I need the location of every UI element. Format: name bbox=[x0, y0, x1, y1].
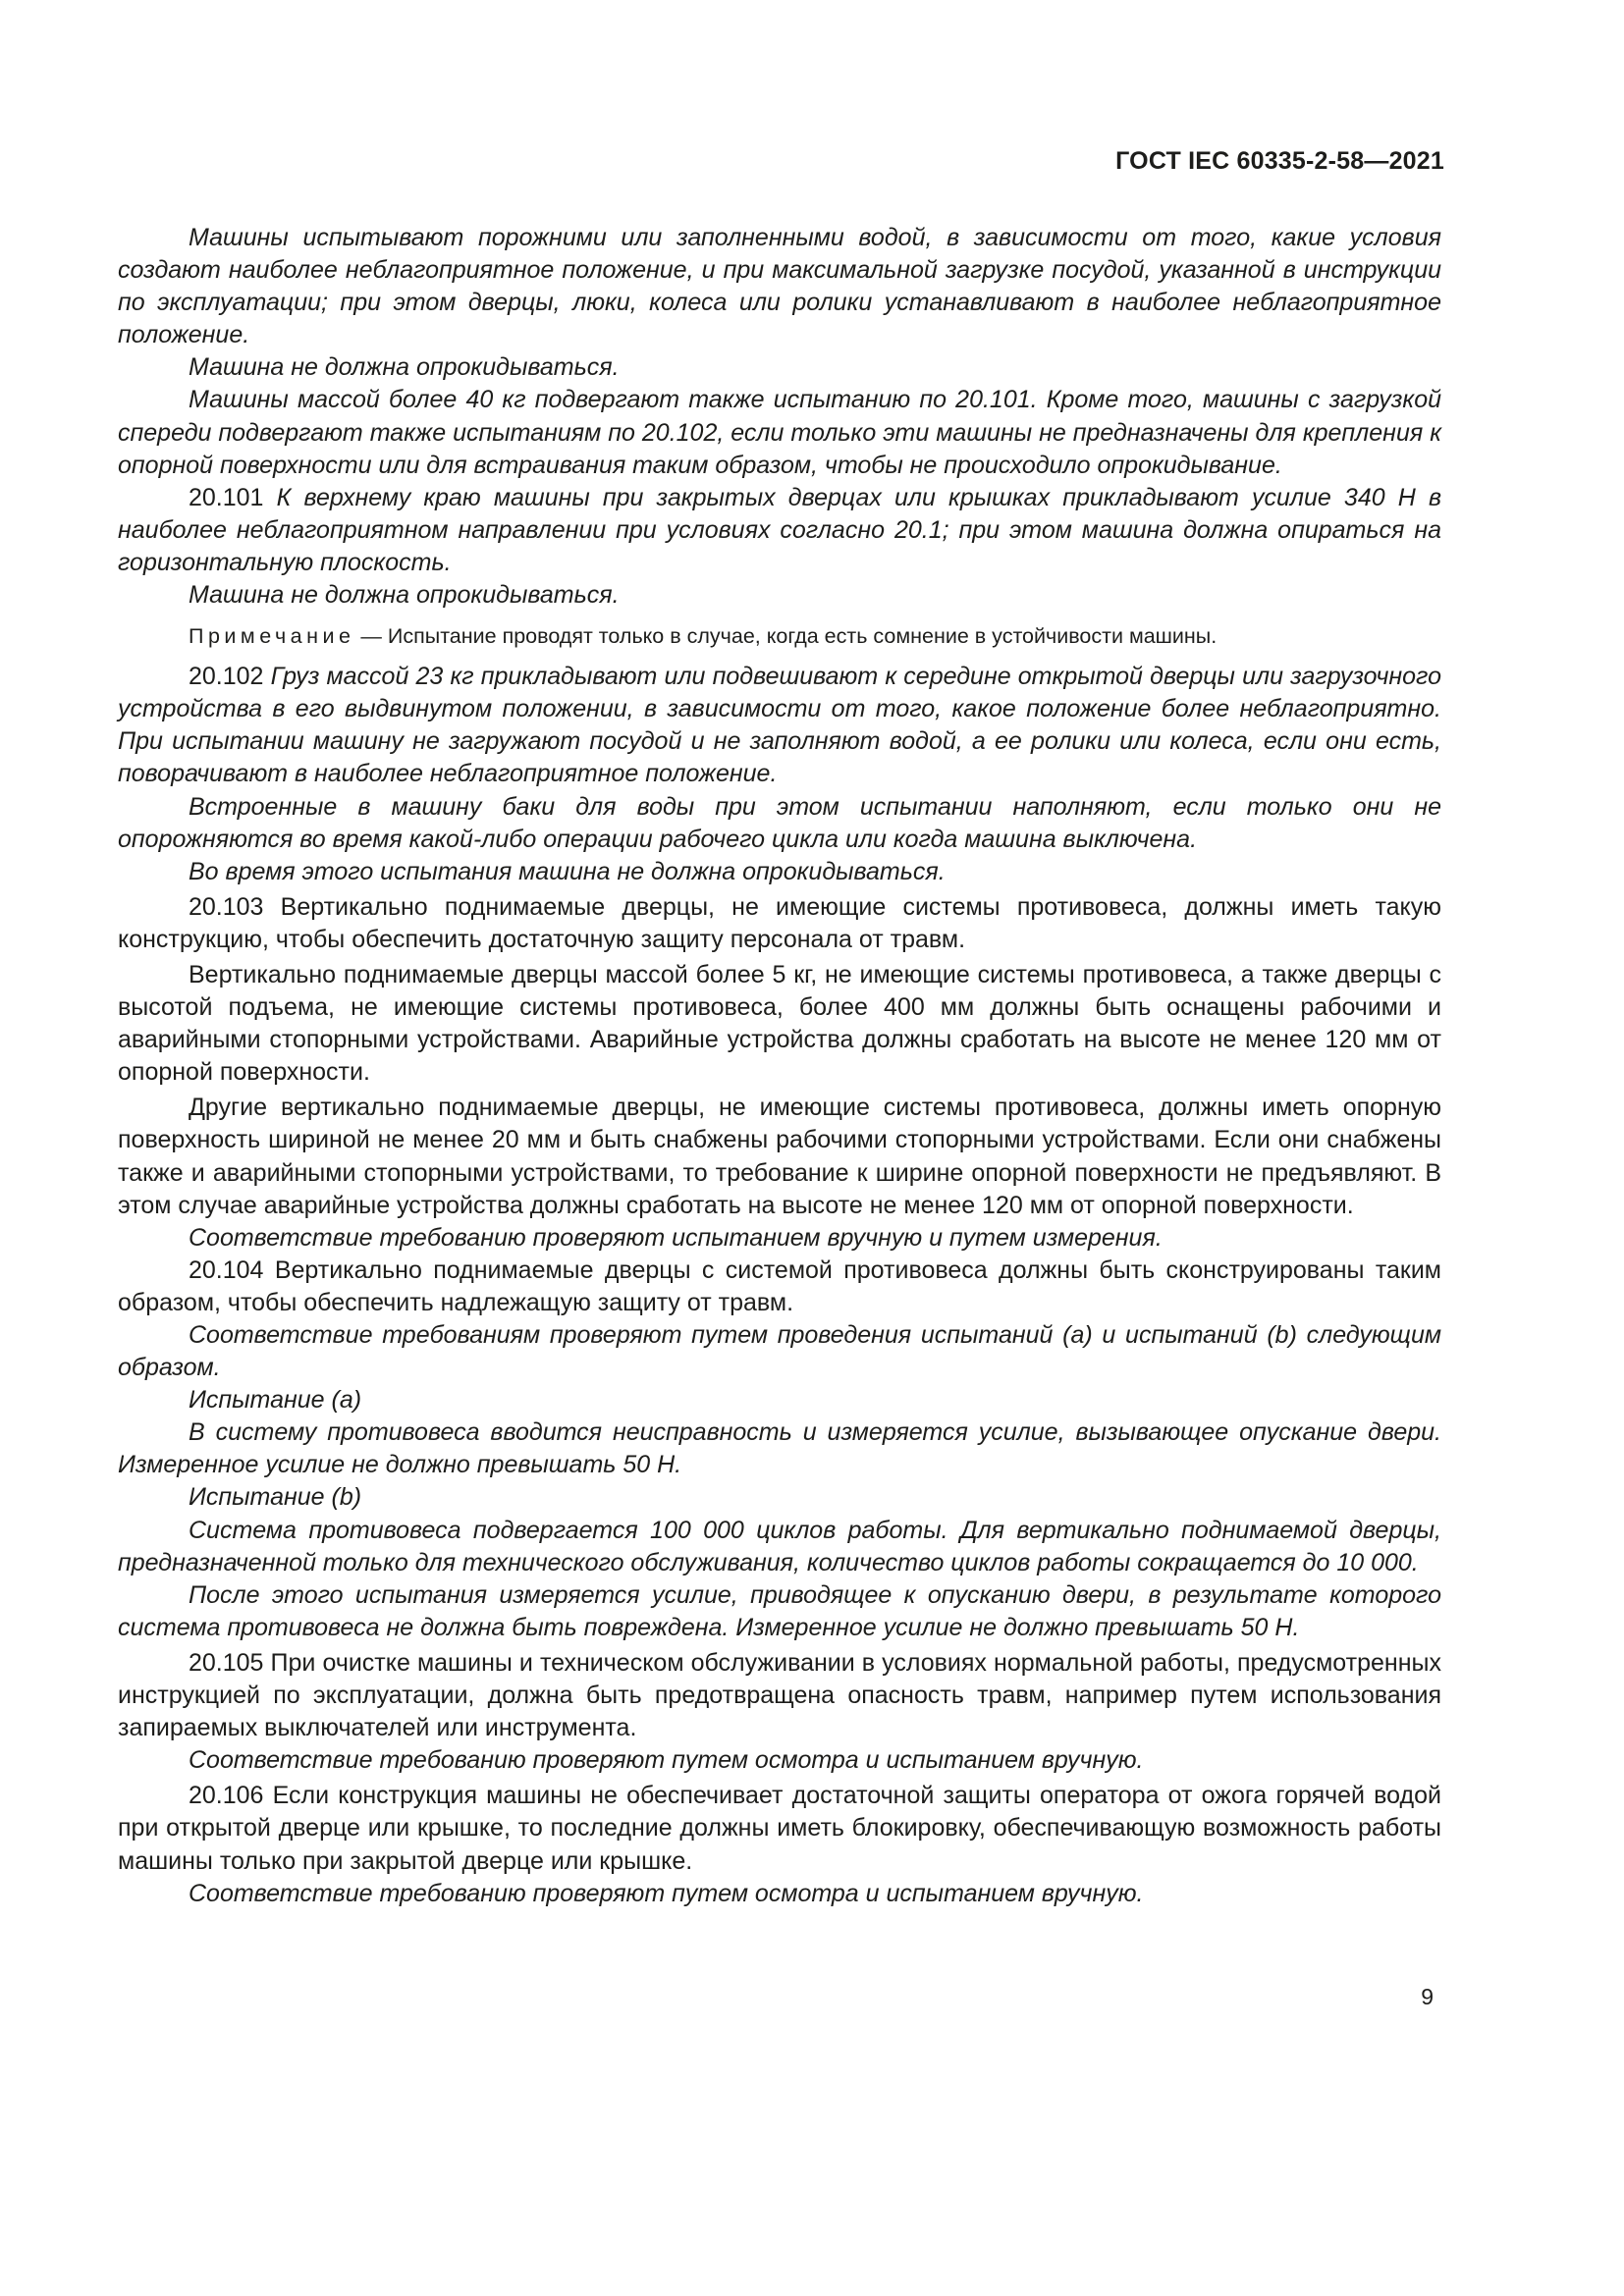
paragraph bbox=[118, 1481, 1441, 1514]
note bbox=[118, 621, 1441, 651]
paragraph bbox=[118, 1647, 1441, 1744]
paragraph-text: Соответствие требованию проверяют испытанием вручную и путем измерения. bbox=[189, 1223, 1163, 1252]
paragraph-text: В систему противовеса вводится неисправность и измеряется усилие, вызывающее опускание двери. Измеренное усилие не должно превышать 50 Н. bbox=[118, 1418, 1441, 1479]
paragraph bbox=[118, 1744, 1441, 1777]
paragraph-text: После этого испытания измеряется усилие, приводящее к опусканию двери, в результате которого система противовеса не должна быть повреждена. Измеренное усилие не должно превышать 50 Н. bbox=[118, 1580, 1441, 1641]
paragraph-text: Машина не должна опрокидываться. bbox=[189, 581, 620, 610]
paragraph-text: Машины испытывают порожними или заполненными водой, в зависимости от того, какие условия создают наиболее неблагоприятное положение, и при максимальной загрузке посудой, указанной в инструкции по эксплуатации; при этом дверцы, люки, колеса или ролики устанавливают в наиболее неблагоприятное положение. bbox=[118, 224, 1441, 349]
paragraph bbox=[118, 1222, 1441, 1255]
paragraph bbox=[118, 1255, 1441, 1319]
paragraph bbox=[118, 1515, 1441, 1579]
clause-number: 20.101 bbox=[189, 483, 264, 511]
paragraph bbox=[118, 1092, 1441, 1221]
paragraph-text: Соответствие требованиям проверяют путем проведения испытаний (а) и испытаний (b) следующим образом. bbox=[118, 1321, 1441, 1382]
paragraph bbox=[118, 1780, 1441, 1877]
paragraph-text: Система противовеса подвергается 100 000 циклов работы. Для вертикально поднимаемой дверцы, предназначенной только для технического обслуживания, количество циклов работы сокращается до 10 000. bbox=[118, 1516, 1441, 1576]
document-header: ГОСТ IEC 60335-2-58—2021 bbox=[1115, 147, 1444, 175]
paragraph-text: 20.105 При очистке машины и техническом обслуживании в условиях нормальной работы, предусмотренных инструкцией по эксплуатации, должна быть предотвращена опасность травм, например путем использования запираемых выключателей или инструмента. bbox=[118, 1648, 1441, 1742]
paragraph bbox=[118, 791, 1441, 856]
paragraph bbox=[118, 351, 1441, 384]
paragraph-text: Машины массой более 40 кг подвергают также испытанию по 20.101. Кроме того, машины с загрузкой спереди подвергают также испытаниям по 20.102, если только эти машины не предназначены для крепления к опорной поверхности или для встраивания таким образом, чтобы не происходило опрокидывание. bbox=[118, 386, 1441, 479]
paragraph-text: Соответствие требованию проверяют путем осмотра и испытанием вручную. bbox=[189, 1746, 1144, 1775]
paragraph-text: 20.104 Вертикально поднимаемые дверцы с системой противовеса должны быть сконструированы таким образом, чтобы обеспечить надлежащую защиту от травм. bbox=[118, 1255, 1441, 1316]
note-label: Примечание bbox=[189, 624, 355, 649]
paragraph-text: Соответствие требованию проверяют путем осмотра и испытанием вручную. bbox=[189, 1879, 1144, 1907]
paragraph bbox=[118, 384, 1441, 481]
paragraph-text: К верхнему краю машины при закрытых дверцах или крышках прикладывают усилие 340 Н в наиболее неблагоприятном направлении при условиях согласно 20.1; при этом машина должна опираться на горизонтальную плоскость. bbox=[118, 483, 1441, 576]
paragraph-text: Вертикально поднимаемые дверцы массой более 5 кг, не имеющие системы противовеса, а также дверцы с высотой подъема, не имеющие системы противовеса, более 400 мм должны быть оснащены рабочими и аварийными стопорными устройствами. Аварийные устройства должны сработать на высоте не менее 120 мм от опорной поверхности. bbox=[118, 960, 1441, 1087]
paragraph-text: Встроенные в машину баки для воды при этом испытании наполняют, если только они не опорожняются во время какой-либо операции рабочего цикла или когда машина выключена. bbox=[118, 792, 1441, 853]
paragraph bbox=[118, 1416, 1441, 1481]
clause-number: 20.102 bbox=[189, 663, 264, 691]
paragraph-text: Испытание (а) bbox=[189, 1386, 362, 1415]
document-body bbox=[118, 222, 1441, 1910]
paragraph bbox=[118, 1384, 1441, 1416]
paragraph-text: Машина не должна опрокидываться. bbox=[189, 353, 620, 382]
note-text: — Испытание проводят только в случае, когда есть сомнение в устойчивости машины. bbox=[354, 624, 1218, 649]
paragraph bbox=[118, 891, 1441, 956]
paragraph-text: Во время этого испытания машина не должна опрокидываться. bbox=[189, 857, 946, 885]
paragraph bbox=[118, 482, 1441, 579]
paragraph-text: Другие вертикально поднимаемые дверцы, не имеющие системы противовеса, должны иметь опорную поверхность шириной не менее 20 мм и быть снабжены рабочими стопорными устройствами. Если они снабжены также и аварийными стопорными устройствами, то требование к ширине опорной поверхности не предъявляют. В этом случае аварийные устройства должны сработать на высоте не менее 120 мм от опорной поверхности. bbox=[118, 1094, 1441, 1219]
paragraph-text: Груз массой 23 кг прикладывают или подвешивают к середине открытой дверцы или загрузочного устройства в его выдвинутом положении, в зависимости от того, какое положение более неблагоприятно. При испытании машину не загружают посудой и не заполняют водой, а ее ролики или колеса, если они есть, поворачивают в наиболее неблагоприятное положение. bbox=[118, 663, 1441, 788]
paragraph bbox=[118, 1319, 1441, 1384]
paragraph-text: Испытание (b) bbox=[189, 1483, 362, 1512]
paragraph bbox=[118, 661, 1441, 790]
paragraph bbox=[118, 1579, 1441, 1644]
paragraph bbox=[118, 959, 1441, 1089]
paragraph-text: 20.103 Вертикально поднимаемые дверцы, не имеющие системы противовеса, должны иметь такую конструкцию, чтобы обеспечить достаточную защиту персонала от травм. bbox=[118, 892, 1441, 953]
paragraph bbox=[118, 1878, 1441, 1910]
paragraph-text: 20.106 Если конструкция машины не обеспечивает достаточной защиты оператора от ожога горячей водой при открытой дверце или крышке, то последние должны иметь блокировку, обеспечивающую возможность работы машины только при закрытой дверце или крышке. bbox=[118, 1782, 1441, 1875]
paragraph bbox=[118, 222, 1441, 351]
paragraph bbox=[118, 579, 1441, 612]
paragraph bbox=[118, 856, 1441, 888]
page-number: 9 bbox=[1421, 1984, 1434, 2009]
